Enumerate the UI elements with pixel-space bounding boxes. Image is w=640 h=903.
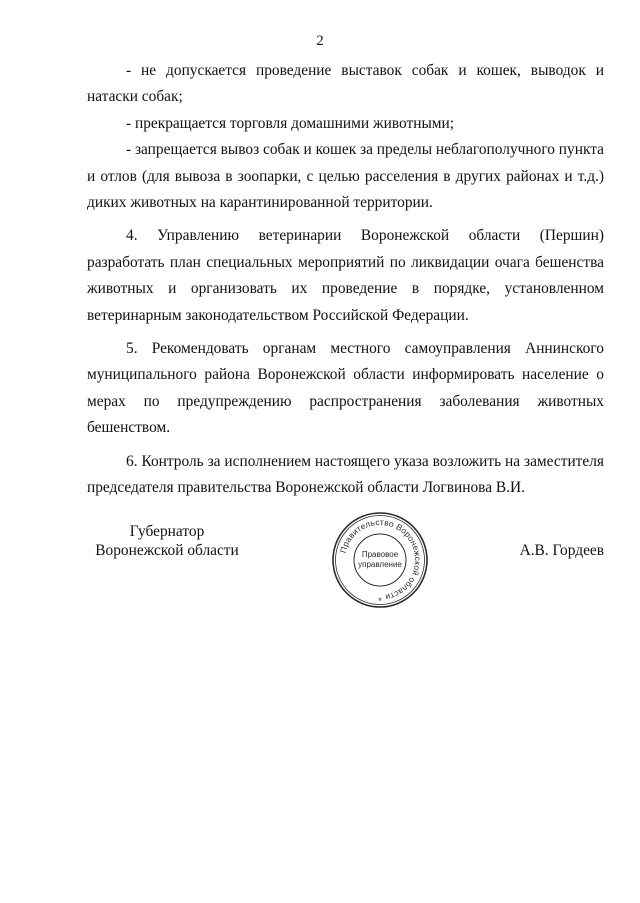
paragraph-item-4: 4. Управлению ветеринарии Воронежской области (Першин) разработать план специальных мероприятий по ликвидации очага бешенства животных и организовать их проведение в порядке, установленном ветеринарным законодательством Российской Федерации.: [87, 227, 604, 324]
paragraph-item-5: 5. Рекомендовать органам местного самоуправления Аннинского муниципального района Воронежской области информировать население о мерах по предупреждению распространения заболевания животных бешенством.: [87, 340, 604, 437]
signer-title: [87, 522, 247, 560]
paragraph-item-6: 6. Контроль за исполнением настоящего указа возложить на заместителя председателя правительства Воронежской области Логвинова В.И.: [87, 452, 604, 497]
page-number: 2: [316, 33, 324, 49]
signature-block: [0, 516, 640, 606]
signer-name: А.В. Гордеев: [519, 542, 604, 559]
stamp-ring-text: Правительство Воронежской области: [337, 516, 424, 603]
stamp-seal-graphic: [330, 510, 430, 610]
stamp-star-mark: *: [378, 596, 382, 606]
paragraph-no-export: - запрещается вывоз собак и кошек за пределы неблагополучного пункта и отлов (для вывоза в зоопарки, с целью расселения в других районах и т.д.) диких животных на карантинированной территории.: [87, 141, 604, 212]
signer-title-line2: Воронежской области: [95, 542, 239, 559]
stamp-center-line1: Правовое: [361, 550, 399, 559]
stamp-center-line2: управление: [358, 560, 402, 569]
stamp-seal: [330, 510, 430, 610]
paragraph-no-exhibitions: - не допускается проведение выставок собак и кошек, выводок и натаски собак;: [87, 62, 604, 106]
paragraph-no-pet-trade: - прекращается торговля домашними животными;: [126, 114, 455, 132]
signer-title-line1: Губернатор: [129, 523, 205, 540]
document-body: [87, 58, 604, 509]
